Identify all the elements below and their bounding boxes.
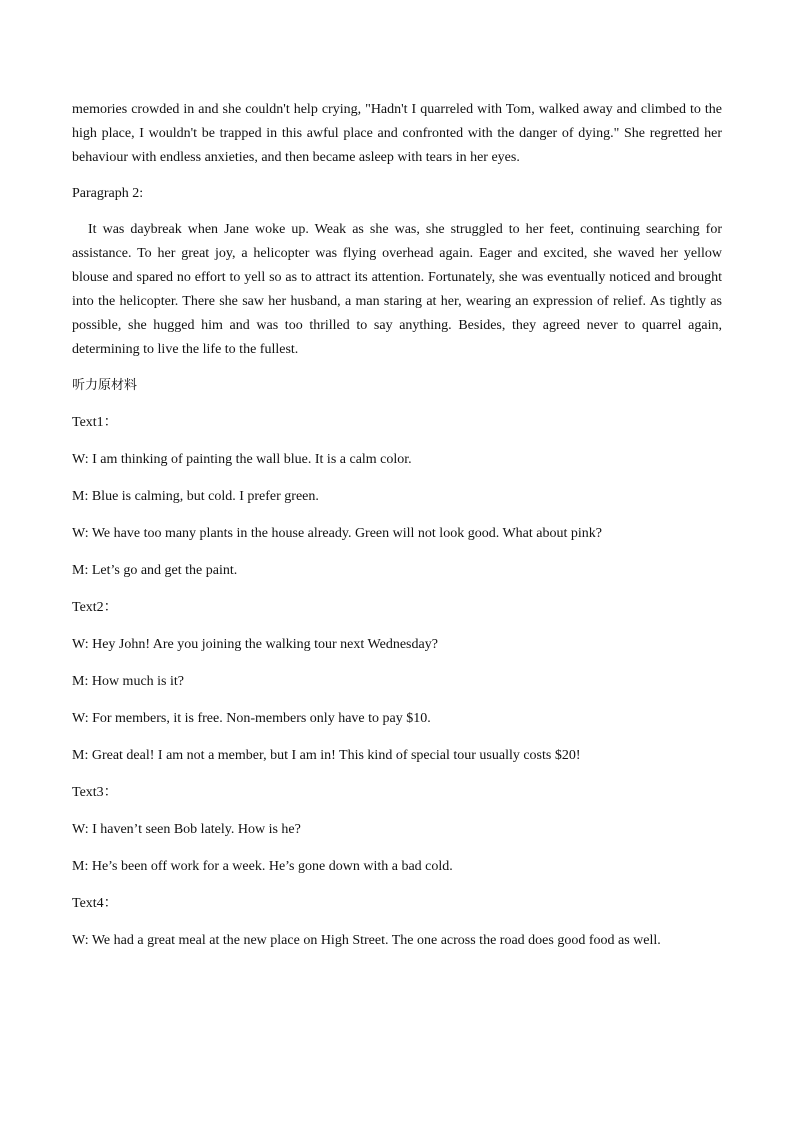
listening-material-title: 听力原材料 — [72, 378, 138, 393]
dialogue-line: W: For members, it is free. Non-members only have to pay $10. — [72, 711, 431, 726]
dialogue-line: M: Great deal! I am not a member, but I am in! This kind of special tour usually costs $20! — [72, 748, 581, 763]
dialogue-line: W: We had a great meal at the new place on High Street. The one across the road does good food as well. — [72, 933, 661, 948]
dialogue-line: M: Let’s go and get the paint. — [72, 563, 238, 578]
paragraph-2-label: Paragraph 2: — [72, 186, 144, 201]
text-label: Text3： — [72, 785, 118, 800]
dialogue-line: W: I am thinking of painting the wall blue. It is a calm color. — [72, 452, 412, 467]
dialogue-line: W: I haven’t seen Bob lately. How is he? — [72, 822, 301, 837]
text-label: Text1： — [72, 415, 118, 430]
dialogue-line: W: Hey John! Are you joining the walking tour next Wednesday? — [72, 637, 438, 652]
paragraph-1-continuation: memories crowded in and she couldn't help crying, "Hadn't I quarreled with Tom, walked away and climbed to the high place, I wouldn't be trapped in this awful place and confronted with the danger of dying." She regretted her behaviour with endless anxieties, and then became asleep with tears in her eyes. — [72, 102, 722, 165]
dialogue-line: M: Blue is calming, but cold. I prefer green. — [72, 489, 319, 504]
dialogue-line: M: He’s been off work for a week. He’s gone down with a bad cold. — [72, 859, 453, 874]
dialogue-line: M: How much is it? — [72, 674, 184, 689]
text-label: Text4： — [72, 896, 118, 911]
dialogue-line: W: We have too many plants in the house already. Green will not look good. What about pink? — [72, 526, 602, 541]
paragraph-2-text: It was daybreak when Jane woke up. Weak as she was, she struggled to her feet, continuing searching for assistance. To her great joy, a helicopter was flying overhead again. Eager and excited, she waved her yellow blouse and spared no effort to yell so as to attract its attention. Fortunately, she was eventually noticed and brought into the helicopter. There she saw her husband, a man staring at her, wearing an expression of relief. As tightly as possible, she hugged him and was too thrilled to say anything. Besides, they agreed never to quarrel again, determining to live the life to the fullest. — [72, 222, 722, 357]
text-label: Text2： — [72, 600, 118, 615]
